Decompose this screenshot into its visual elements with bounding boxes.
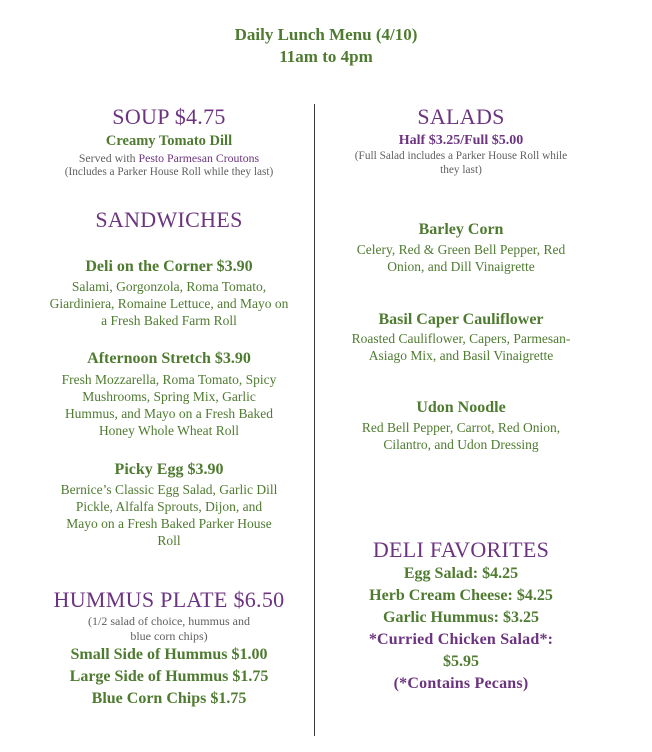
sandwich-desc [34, 481, 304, 549]
deli-favorites-list [322, 563, 600, 629]
sandwich-name: Deli on the Corner $3.90 [85, 258, 253, 275]
hummus-side-item: Large Side of Hummus $1.75 [69, 668, 269, 685]
deli-favorite-item: Egg Salad: $4.25 [403, 565, 519, 582]
deli-favorite-special: *Curried Chicken Salad*: [368, 631, 554, 648]
soup-note: (Includes a Parker House Roll while they last) [64, 166, 274, 178]
hummus-note-line: blue corn chips) [130, 629, 208, 643]
menu-hours: 11am to 4pm [279, 47, 373, 66]
salad-desc [322, 419, 600, 453]
salad-desc-line: Roasted Cauliflower, Capers, Parmesan- [351, 331, 571, 346]
salad-desc-line: Red Bell Pepper, Carrot, Red Onion, [361, 420, 561, 435]
hummus-note-line: (1/2 salad of choice, hummus and [88, 614, 250, 628]
salads-note [322, 149, 600, 177]
salads-title: SALADS [417, 104, 505, 129]
soup-served-prefix: Served with [78, 151, 139, 165]
sandwich-desc [34, 278, 304, 329]
sandwich-desc-line: a Fresh Baked Farm Roll [101, 313, 237, 328]
menu-title: Daily Lunch Menu (4/10) [234, 25, 418, 44]
soup-served-highlight: Pesto Parmesan Croutons [138, 151, 260, 165]
deli-favorite-item: Herb Cream Cheese: $4.25 [369, 587, 553, 604]
salad-name: Udon Noodle [416, 399, 506, 416]
salad-desc-line: Cilantro, and Udon Dressing [383, 437, 539, 452]
sandwich-desc [34, 371, 304, 439]
sandwich-desc-line: Hummus, and Mayo on a Fresh Baked [64, 406, 274, 421]
sandwich-name: Picky Egg $3.90 [114, 461, 224, 478]
salads-note-line: they last) [440, 164, 482, 176]
sandwich-name: Afternoon Stretch $3.90 [87, 350, 251, 367]
sandwich-desc-line: Mayo on a Fresh Baked Parker House [66, 516, 272, 531]
soup-name: Creamy Tomato Dill [105, 133, 233, 149]
hummus-title: HUMMUS PLATE $6.50 [53, 587, 285, 612]
hummus-note [34, 614, 304, 644]
deli-favorite-item: Garlic Hummus: $3.25 [383, 609, 539, 626]
sandwich-desc-line: Bernice’s Classic Egg Salad, Garlic Dill [60, 482, 278, 497]
sandwich-desc-line: Mushrooms, Spring Mix, Garlic [82, 389, 256, 404]
column-divider [314, 104, 315, 736]
salad-name: Barley Corn [418, 221, 504, 238]
soup-title: SOUP $4.75 [112, 104, 226, 129]
hummus-side-item: Small Side of Hummus $1.00 [70, 646, 268, 663]
salads-price: Half $3.25/Full $5.00 [398, 133, 524, 148]
salads-note-line: (Full Salad includes a Parker House Roll while [354, 150, 568, 162]
sandwich-desc-line: Roll [157, 533, 181, 548]
sandwich-desc-line: Giardiniera, Romaine Lettuce, and Mayo on [49, 296, 289, 311]
sandwich-desc-line: Fresh Mozzarella, Roma Tomato, Spicy [61, 372, 277, 387]
sandwich-desc-line: Salami, Gorgonzola, Roma Tomato, [71, 279, 267, 294]
salad-desc-line: Celery, Red & Green Bell Pepper, Red [356, 242, 566, 257]
deli-favorite-special-price: $5.95 [443, 653, 479, 670]
salad-desc-line: Asiago Mix, and Basil Vinaigrette [368, 348, 554, 363]
deli-favorites-title: DELI FAVORITES [372, 537, 550, 562]
soup-served [34, 151, 304, 165]
salad-desc [322, 241, 600, 275]
salad-desc-line: Onion, and Dill Vinaigrette [387, 259, 535, 274]
salad-desc [322, 330, 600, 364]
hummus-sides [34, 644, 304, 710]
sandwich-desc-line: Pickle, Alfalfa Sprouts, Dijon, and [75, 499, 263, 514]
sandwich-desc-line: Honey Whole Wheat Roll [98, 423, 240, 438]
sandwiches-title: SANDWICHES [95, 207, 243, 232]
deli-favorite-special-note: (*Contains Pecans) [393, 675, 529, 692]
hummus-side-item: Blue Corn Chips $1.75 [91, 690, 247, 707]
salad-name: Basil Caper Cauliflower [378, 311, 544, 328]
